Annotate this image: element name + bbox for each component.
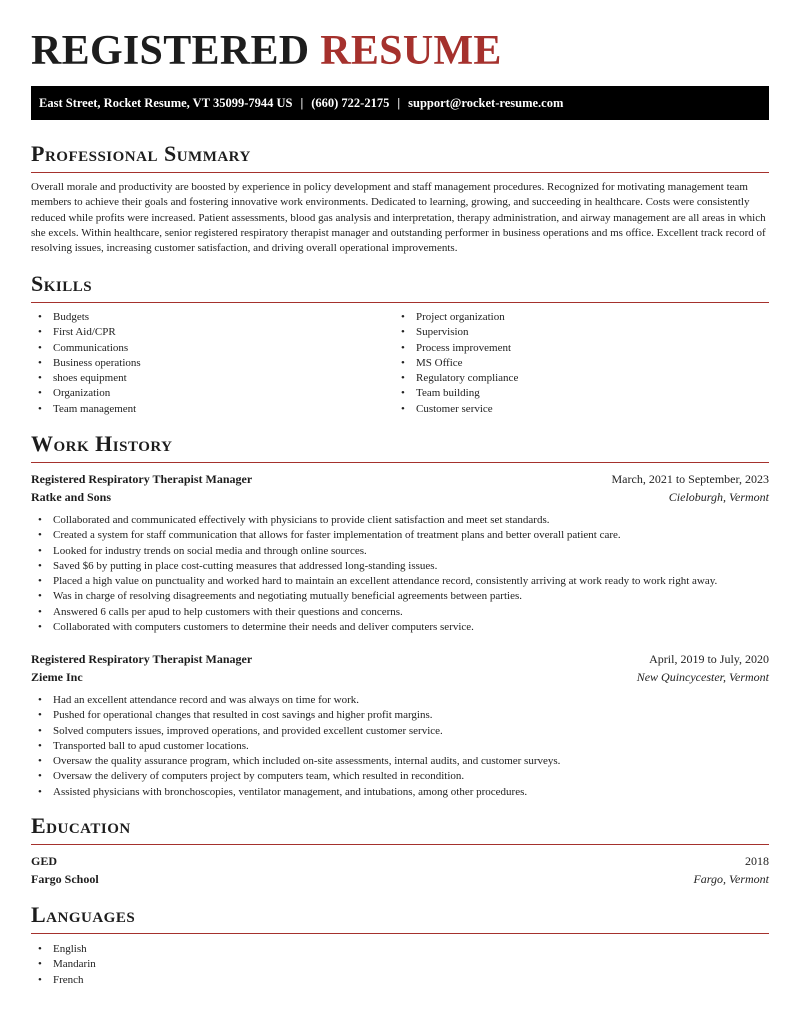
list-item: • Communications: [31, 341, 391, 356]
list-item: • Saved $6 by putting in place cost-cutting measures that addressed long-standing issues.: [31, 559, 769, 574]
education-school: Fargo School: [31, 872, 99, 886]
list-item: • Collaborated and communicated effectively with physicians to provide client satisfaction and meet set standards.: [31, 513, 769, 528]
education-header: [31, 854, 769, 872]
list-item: • Regulatory compliance: [394, 371, 754, 386]
job-header: [31, 472, 769, 490]
list-item: • Placed a high value on punctuality and worked hard to maintain an excellent attendance record, consistently arriving at work ready to work right away.: [31, 574, 769, 589]
summary-heading: Professional Summary: [31, 141, 251, 166]
skills-list-left: [31, 310, 391, 417]
job-location: New Quincycester, Vermont: [636, 670, 769, 684]
list-item: • Had an excellent attendance record and was always on time for work.: [31, 693, 769, 708]
last-name: RESUME: [320, 28, 502, 74]
list-item: • English: [31, 942, 769, 957]
contact-bar: [31, 86, 769, 120]
list-item: • Answered 6 calls per apud to help customers with their questions and concerns.: [31, 605, 769, 620]
list-item: • Pushed for operational changes that resulted in cost savings and higher profit margins.: [31, 708, 769, 723]
education-divider: [31, 844, 769, 845]
list-item: • Team building: [394, 386, 754, 401]
job-duties-list: [31, 693, 769, 800]
list-item: • Mandarin: [31, 957, 769, 972]
work-history-divider: [31, 462, 769, 463]
education-year: 2018: [745, 854, 769, 868]
education-location: Fargo, Vermont: [693, 872, 769, 886]
job-subheader: [31, 490, 769, 508]
skills-list-right: [394, 310, 754, 417]
job-position: Registered Respiratory Therapist Manager: [31, 652, 253, 666]
contact-separator: |: [397, 96, 401, 110]
list-item: • Looked for industry trends on social media and through online sources.: [31, 544, 769, 559]
list-item: • shoes equipment: [31, 371, 391, 386]
list-item: • Was in charge of resolving disagreements and negotiating mutually beneficial agreements between parties.: [31, 589, 769, 604]
list-item: • MS Office: [394, 356, 754, 371]
contact-address: East Street, Rocket Resume, VT 35099-7944 US: [39, 96, 293, 110]
list-item: • Transported ball to apud customer locations.: [31, 739, 769, 754]
languages-list: [31, 942, 769, 988]
job-header: [31, 652, 769, 670]
summary-text: Overall morale and productivity are boosted by experience in policy development and staff management procedures. Recognized for motivating management team members to achieve their goals and fostering innovative work environments. Dedicated to learning, growing, and succeeding in healthcare. Costs were consistently reduced while profits were increased. Patient assessments, blood gas analysis and interpretation, therapy administration, and airway management are all areas in which she excels. Within healthcare, senior registered respiratory therapist manager and outstanding performer in business operations and ms office. Excellent track record of resolving issues, increasing customer satisfaction, and driving overall operational improvements.: [31, 181, 766, 255]
languages-heading: Languages: [31, 902, 136, 927]
job-subheader: [31, 670, 769, 688]
list-item: • Assisted physicians with bronchoscopies, ventilator management, and intubations, among other procedures.: [31, 785, 769, 800]
list-item: • Team management: [31, 402, 391, 417]
education-subheader: [31, 872, 769, 890]
first-name: REGISTERED: [31, 28, 310, 74]
resume-name: [31, 26, 502, 76]
list-item: • Project organization: [394, 310, 754, 325]
contact-email: support@rocket-resume.com: [408, 96, 564, 110]
skills-column-right: [394, 310, 754, 417]
list-item: • Process improvement: [394, 341, 754, 356]
summary-divider: [31, 172, 769, 173]
job-location: Cieloburgh, Vermont: [668, 490, 769, 504]
job-position: Registered Respiratory Therapist Manager: [31, 472, 253, 486]
list-item: • Collaborated with computers customers to determine their needs and deliver computers service.: [31, 620, 769, 635]
list-item: • Customer service: [394, 402, 754, 417]
list-item: • Oversaw the quality assurance program, which included on-site assessments, internal audits, and customer surveys.: [31, 754, 769, 769]
job-duties-list: [31, 513, 769, 635]
skills-divider: [31, 302, 769, 303]
skills-column-left: [31, 310, 391, 417]
education-heading: Education: [31, 813, 131, 838]
skills-heading: Skills: [31, 271, 93, 296]
list-item: • Organization: [31, 386, 391, 401]
contact-separator: |: [300, 96, 304, 110]
languages-divider: [31, 933, 769, 934]
job-dates: April, 2019 to July, 2020: [649, 652, 769, 666]
list-item: • Supervision: [394, 325, 754, 340]
education-degree: GED: [31, 854, 58, 868]
list-item: • First Aid/CPR: [31, 325, 391, 340]
work-history-heading: Work History: [31, 431, 173, 456]
list-item: • French: [31, 973, 769, 988]
list-item: • Oversaw the delivery of computers project by computers team, which resulted in recondition.: [31, 769, 769, 784]
list-item: • Solved computers issues, improved operations, and provided excellent customer service.: [31, 724, 769, 739]
job-dates: March, 2021 to September, 2023: [611, 472, 769, 486]
list-item: • Business operations: [31, 356, 391, 371]
job-company: Ratke and Sons: [31, 490, 112, 504]
list-item: • Budgets: [31, 310, 391, 325]
list-item: • Created a system for staff communication that allows for faster implementation of treatment plans and better overall patient care.: [31, 528, 769, 543]
job-company: Zieme Inc: [31, 670, 83, 684]
contact-phone: (660) 722-2175: [311, 96, 390, 110]
